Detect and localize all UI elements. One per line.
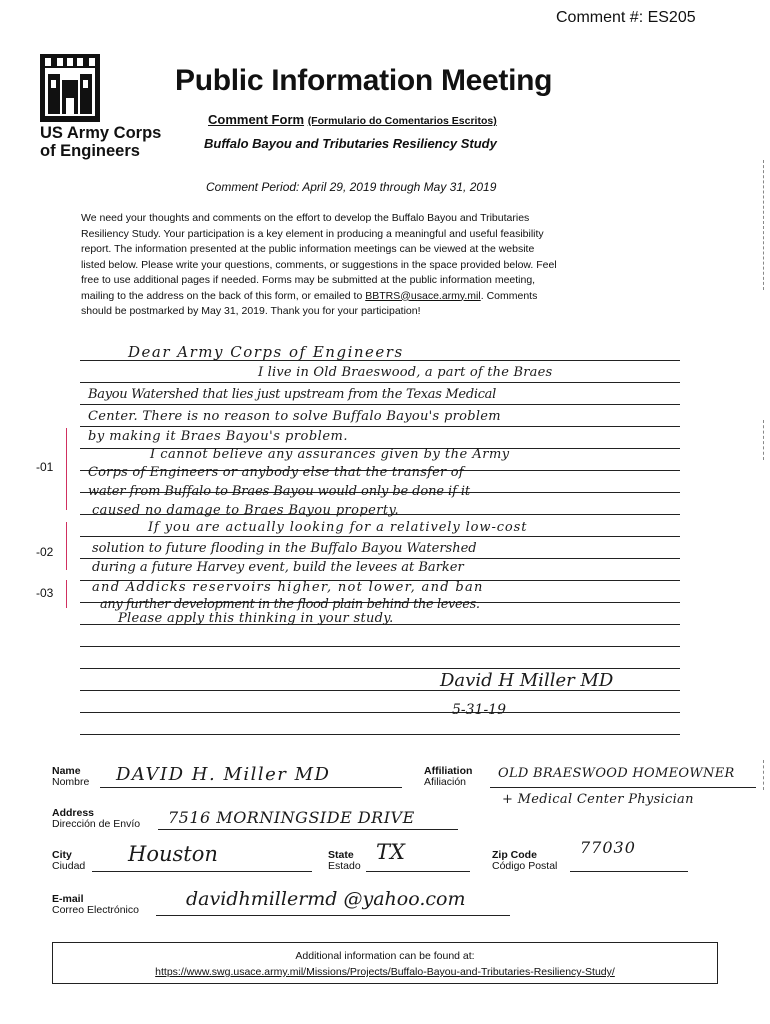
- study-name: Buffalo Bayou and Tributaries Resiliency Study: [204, 136, 497, 151]
- handwritten-line: Dear Army Corps of Engineers: [128, 343, 404, 361]
- email-label-es: Correo Electrónico: [52, 904, 139, 916]
- form-label-es: (Formulario do Comentarios Escritos): [307, 115, 497, 127]
- comment-rule: [80, 646, 680, 647]
- state-label-es: Estado: [328, 860, 361, 872]
- zip-underline: [570, 871, 688, 872]
- margin-bracket: [66, 428, 67, 510]
- handwritten-line: during a future Harvey event, build the levees at Barker: [92, 560, 464, 575]
- name-label-group: [52, 766, 89, 788]
- additional-info-label: Additional information can be found at:: [295, 950, 475, 962]
- address-value[interactable]: 7516 MORNINGSIDE DRIVE: [168, 808, 415, 827]
- comment-rule: [80, 558, 680, 559]
- logo-text: [40, 124, 161, 160]
- name-label-es: Nombre: [52, 776, 90, 788]
- email-underline: [156, 915, 510, 916]
- affiliation-label-es: Afiliación: [424, 776, 467, 788]
- handwritten-line: Please apply this thinking in your study.: [118, 611, 394, 626]
- zip-label: Zip Code: [492, 849, 537, 861]
- scan-edge-mark: [763, 160, 765, 290]
- zip-value[interactable]: 77030: [580, 838, 636, 857]
- state-underline: [366, 871, 470, 872]
- margin-bracket: [66, 522, 67, 570]
- email-value[interactable]: davidhmillermd @yahoo.com: [186, 888, 466, 910]
- intro-line-text: mailing to the address on the back of this form, or emailed to: [81, 289, 366, 302]
- city-underline: [92, 871, 312, 872]
- affiliation-label-group: [424, 766, 472, 788]
- state-label: State: [328, 849, 354, 861]
- zip-label-es: Código Postal: [492, 860, 558, 872]
- intro-paragraph: [81, 211, 681, 320]
- intro-line-tail: . Comments: [480, 289, 538, 302]
- margin-bracket: [66, 580, 67, 608]
- address-label-group: [52, 808, 140, 830]
- address-label-es: Dirección de Envío: [52, 818, 141, 830]
- intro-line: listed below. Please write your questions, comments, or suggestions in the space provided below. Feel: [81, 258, 557, 271]
- comment-period: Comment Period: April 29, 2019 through May 31, 2019: [206, 180, 497, 194]
- comment-rule: [80, 536, 680, 537]
- name-value[interactable]: DAVID H. Miller MD: [116, 764, 331, 785]
- city-label-group: [52, 850, 85, 872]
- comment-rule: [80, 712, 680, 713]
- intro-line: [81, 289, 681, 305]
- intro-line: Resiliency Study. Your participation is a key element in producing a meaningful and useful feasibility: [81, 227, 544, 240]
- affiliation-label: Affiliation: [424, 765, 473, 777]
- city-label-es: Ciudad: [52, 860, 86, 872]
- comment-number: Comment #: ES205: [556, 9, 696, 26]
- affiliation-value-2[interactable]: + Medical Center Physician: [502, 792, 694, 807]
- intro-line: We need your thoughts and comments on the effort to develop the Buffalo Bayou and Tributaries: [81, 212, 530, 224]
- comment-rule: [80, 426, 680, 427]
- comment-rule: [80, 382, 680, 383]
- form-label-line: [208, 112, 497, 127]
- city-label: City: [52, 849, 72, 861]
- handwritten-line: caused no damage to Braes Bayou property.: [92, 503, 399, 518]
- page-title: Public Information Meeting: [175, 64, 553, 97]
- margin-code: -01: [36, 460, 54, 474]
- logo-line-1: US Army Corps: [40, 124, 162, 142]
- handwritten-line: any further development in the flood plain behind the levees.: [100, 597, 480, 612]
- affiliation-underline: [490, 787, 756, 788]
- additional-info-url[interactable]: https://www.swg.usace.army.mil/Missions/Projects/Buffalo-Bayou-and-Tributaries-Resiliency-Study/: [155, 966, 615, 978]
- email-link[interactable]: BBTRS@usace.army.mil: [365, 289, 481, 302]
- handwritten-line: water from Buffalo to Braes Bayou would only be done if it: [88, 484, 470, 499]
- email-label-group: [52, 894, 139, 916]
- handwritten-line: and Addicks reservoirs higher, not lower, and ban: [92, 580, 484, 595]
- handwritten-line: If you are actually looking for a relatively low-cost: [148, 520, 528, 535]
- handwritten-line: Bayou Watershed that lies just upstream from the Texas Medical: [88, 387, 496, 402]
- additional-info-box: [52, 942, 718, 984]
- margin-code: -02: [36, 545, 54, 559]
- comment-rule: [80, 404, 680, 405]
- affiliation-value-1[interactable]: OLD BRAESWOOD HOMEOWNER: [498, 766, 735, 781]
- handwritten-line: by making it Braes Bayou's problem.: [88, 429, 348, 444]
- handwritten-line: Corps of Engineers or anybody else that the transfer of: [88, 465, 464, 480]
- zip-label-group: [492, 850, 557, 872]
- handwritten-line: I live in Old Braeswood, a part of the Braes: [258, 365, 553, 380]
- intro-line: should be postmarked by May 31, 2019. Thank you for your participation!: [81, 305, 421, 317]
- intro-line: report. The information presented at the public information meetings can be viewed at the website: [81, 243, 535, 255]
- handwritten-line: Center. There is no reason to solve Buffalo Bayou's problem: [88, 409, 501, 424]
- scan-edge-mark: [763, 760, 765, 790]
- signature-date: 5-31-19: [452, 702, 506, 718]
- scan-edge-mark: [763, 420, 765, 460]
- address-underline: [158, 829, 458, 830]
- name-underline: [100, 787, 402, 788]
- address-label: Address: [52, 807, 95, 819]
- usace-castle-logo-icon: [40, 54, 100, 127]
- handwritten-line: I cannot believe any assurances given by the Army: [150, 447, 510, 462]
- email-label: E-mail: [52, 893, 84, 905]
- city-value[interactable]: Houston: [128, 842, 218, 866]
- handwritten-line: solution to future flooding in the Buffalo Bayou Watershed: [92, 541, 477, 556]
- logo-line-2: of Engineers: [40, 142, 140, 160]
- state-value[interactable]: TX: [376, 840, 405, 864]
- state-label-group: [328, 850, 361, 872]
- form-label: Comment Form: [208, 112, 305, 127]
- name-label: Name: [52, 765, 81, 777]
- intro-line: free to use additional pages if needed. Forms may be submitted at the public information meeting,: [81, 274, 536, 286]
- comment-rule: [80, 668, 680, 669]
- signature: David H Miller MD: [440, 670, 614, 691]
- margin-code: -03: [36, 586, 54, 600]
- comment-rule: [80, 734, 680, 735]
